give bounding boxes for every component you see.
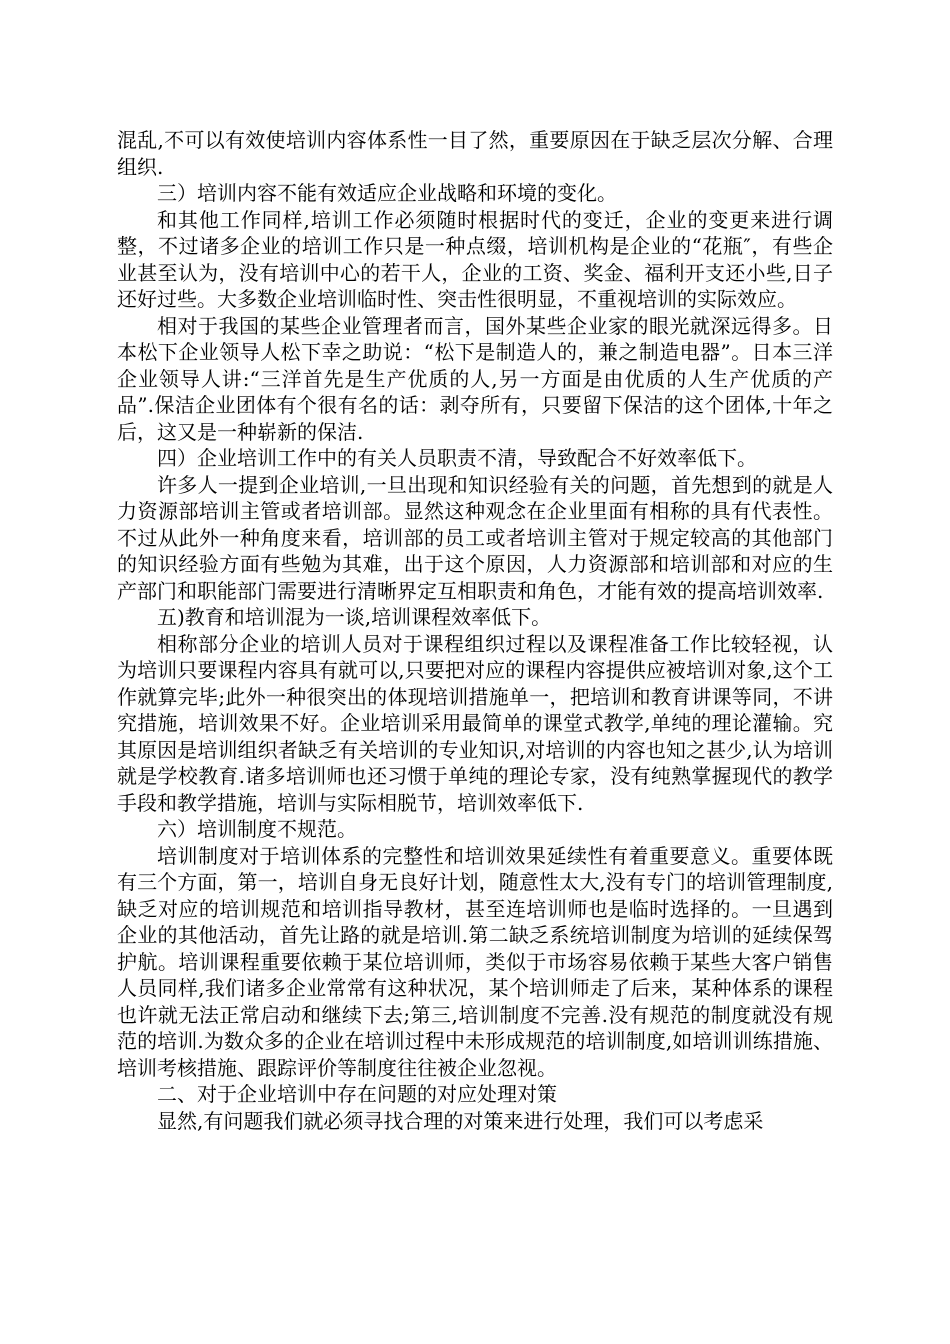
section-heading-3: 三）培训内容不能有效适应企业战略和环境的变化。 — [157, 181, 617, 205]
paragraph: 显然,有问题我们就必须寻找合理的对策来进行处理，我们可以考虑采 — [157, 1108, 764, 1133]
paragraph: 培训制度对于培训体系的完整性和培训效果延续性有着重要意义。重要体既有三个方面，第一，培训自身无良好计划，随意性太大,没有专门的培训管理制度,缺乏对应的培训规范和培训指导教材，甚至连培训师也是临时选择的。一旦遇到企业的其他活动，首先让路的就是培训.第二缺乏系统培训制度为培训的延续保驾护航。培训课程重要依赖于某位培训师，类似于市场容易依赖于某些大客户销售人员同样,我们诸多企业常常有这种状况，某个培训师走了后来，某种体系的课程也许就无法正常启动和继续下去;第三,培训制度不完善.没有规范的制度就没有规范的培训.为数众多的企业在培训过程中未形成规范的培训制度,如培训训练措施、培训考核措施、跟踪评价等制度往往被企业忽视。 — [117, 843, 833, 1080]
section-heading-part-2: 二、对于企业培训中存在问题的对应处理对策 — [157, 1082, 557, 1106]
section-heading-5: 五)教育和培训混为一谈,培训课程效率低下。 — [157, 605, 552, 629]
paragraph: 和其他工作同样,培训工作必须随时根据时代的变迁，企业的变更来进行调整，不过诸多企业的培训工作只是一种点缀，培训机构是企业的“花瓶″，有些企业甚至认为，没有培训中心的若干人，企业的工资、奖金、福利开支还小些,日子还好过些。大多数企业培训临时性、突击性很明显，不重视培训的实际效应。 — [117, 207, 833, 311]
paragraph: 许多人一提到企业培训,一旦出现和知识经验有关的问题，首先想到的就是人力资源部培训主管或者培训部。显然这种观念在企业里面有相称的具有代表性。不过从此外一种角度来看，培训部的员工或者培训主管对于规定较高的其他部门的知识经验方面有些勉为其难，出于这个原因，人力资源部和培训部和对应的生产部门和职能部门需要进行清晰界定互相职责和角色，才能有效的提高培训效率. — [117, 472, 833, 603]
paragraph: 相称部分企业的培训人员对于课程组织过程以及课程准备工作比较轻视，认为培训只要课程内容具有就可以,只要把对应的课程内容提供应被培训对象,这个工作就算完毕;此外一种很突出的体现培训措施单一，把培训和教育讲课等同，不讲究措施，培训效果不好。企业培训采用最简单的课堂式教学,单纯的理论灌输。究其原因是培训组织者缺乏有关培训的专业知识,对培训的内容也知之甚少,认为培训就是学校教育.诸多培训师也还习惯于单纯的理论专家，没有纯熟掌握现代的教学手段和教学措施，培训与实际相脱节，培训效率低下. — [117, 631, 833, 815]
section-heading-6: 六）培训制度不规范。 — [157, 817, 357, 841]
paragraph: 相对于我国的某些企业管理者而言，国外某些企业家的眼光就深远得多。日本松下企业领导人松下幸之助说：“松下是制造人的，兼之制造电器”。日本三洋企业领导人讲:“三洋首先是生产优质的人,另一方面是由优质的人生产优质的产品”.保洁企业团体有个很有名的话：剥夺所有，只要留下保洁的这个团体,十年之后，这又是一种崭新的保洁. — [117, 313, 833, 444]
paragraph-continuation: 混乱,不可以有效使培训内容体系性一目了然，重要原因在于缺乏层次分解、合理组织. — [117, 128, 833, 179]
document-body — [117, 127, 833, 1134]
section-heading-4: 四）企业培训工作中的有关人员职责不清，导致配合不好效率低下。 — [157, 446, 757, 470]
